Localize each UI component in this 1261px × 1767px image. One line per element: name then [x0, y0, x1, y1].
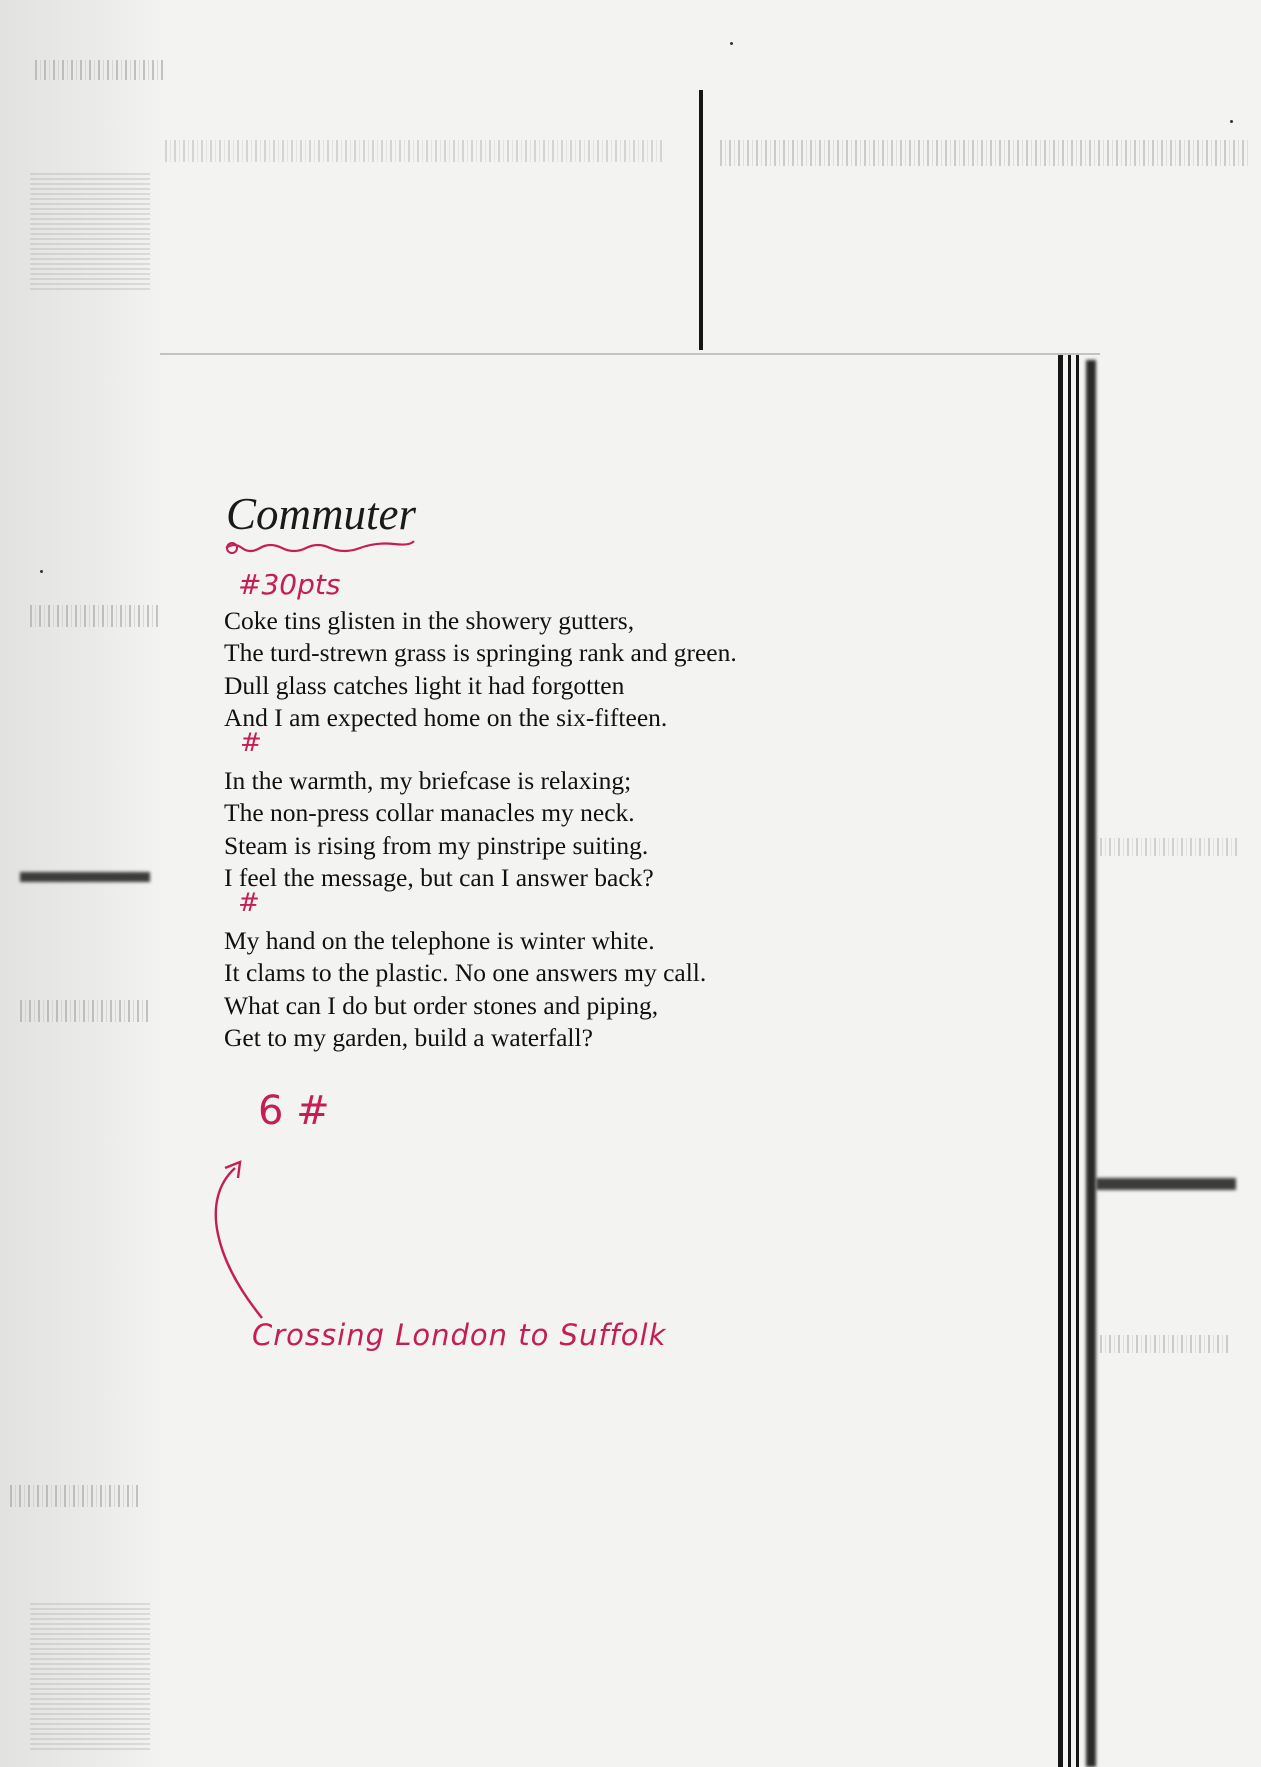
poem-line: The turd-strewn grass is springing rank and green. [224, 638, 737, 668]
poem-line: Steam is rising from my pinstripe suiting. [224, 830, 649, 860]
stanza-break-mark: # [240, 728, 262, 758]
poem-title: Commuter [226, 489, 416, 539]
poem-line: What can I do but order stones and piping, [224, 990, 659, 1020]
stanza-break-mark: # [238, 888, 260, 918]
subtitle-annotation: Crossing London to Suffolk [252, 1318, 667, 1352]
poem-line: Dull glass catches light it had forgotten [224, 670, 625, 700]
poem-line: The non-press collar manacles my neck. [224, 798, 635, 828]
poem-line: It clams to the plastic. No one answers my call. [224, 958, 707, 988]
italic-underline-mark [226, 541, 414, 551]
arrow-icon [216, 1168, 262, 1318]
spacing-annotation: #30pts [238, 568, 341, 601]
poem-line: I feel the message, but can I answer back? [224, 862, 654, 892]
poem-line: And I am expected home on the six-fifteen. [224, 702, 668, 732]
poem-line: Coke tins glisten in the showery gutters, [224, 606, 635, 635]
poem-line: In the warmth, my briefcase is relaxing; [224, 766, 632, 795]
end-spacing-annotation: 6 # [258, 1088, 330, 1134]
poem-line: Get to my garden, build a waterfall? [224, 1022, 593, 1052]
poem-line: My hand on the telephone is winter white. [224, 926, 655, 955]
